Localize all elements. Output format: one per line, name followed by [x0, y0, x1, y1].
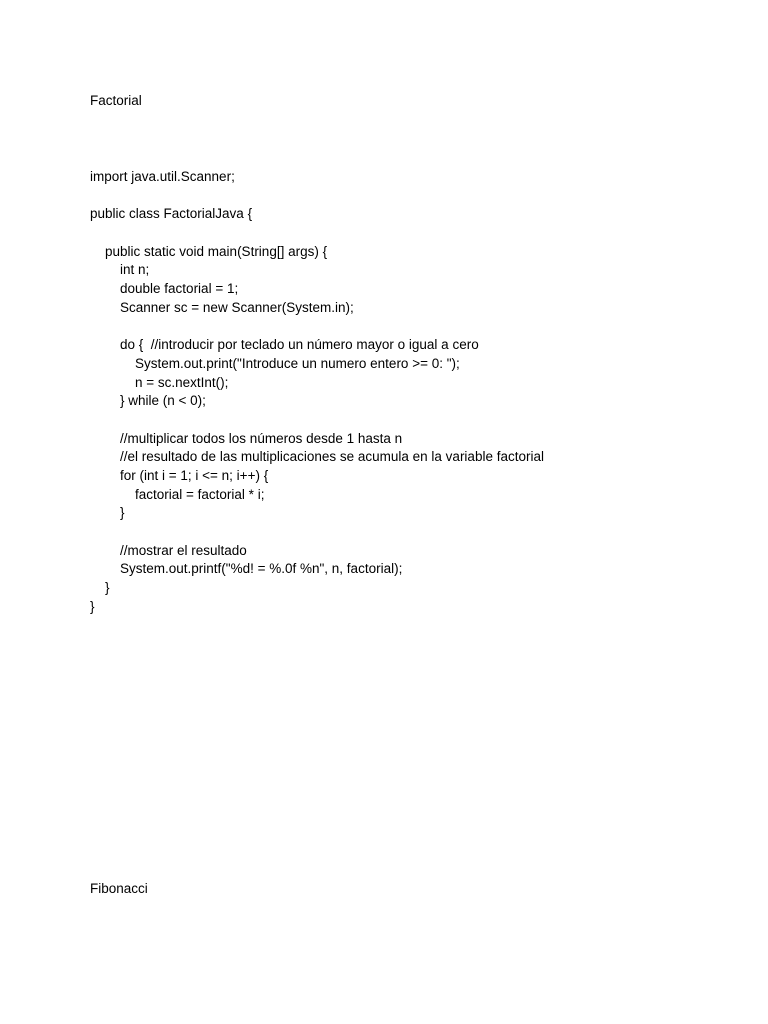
- code-line: }: [90, 580, 110, 596]
- code-line: public class FactorialJava {: [90, 206, 253, 222]
- code-line: n = sc.nextInt();: [90, 374, 229, 390]
- code-line: }: [90, 598, 95, 614]
- code-line: [90, 224, 544, 243]
- code-line: //mostrar el resultado: [90, 542, 247, 558]
- code-line: Scanner sc = new Scanner(System.in);: [90, 299, 354, 315]
- code-line: public static void main(String[] args) {: [90, 243, 328, 259]
- code-line: //multiplicar todos los números desde 1 hasta n: [90, 430, 403, 446]
- code-line: [90, 523, 544, 542]
- code-line: } while (n < 0);: [90, 393, 206, 409]
- code-line: //el resultado de las multiplicaciones se acumula en la variable factorial: [90, 449, 544, 465]
- code-line: factorial = factorial * i;: [90, 486, 265, 502]
- code-line: int n;: [90, 262, 150, 278]
- code-line: [90, 187, 544, 206]
- fibonacci-heading: Fibonacci: [90, 881, 148, 896]
- code-line: for (int i = 1; i <= n; i++) {: [90, 468, 269, 483]
- code-line: [90, 411, 544, 430]
- code-line: import java.util.Scanner;: [90, 169, 235, 184]
- code-line: System.out.print("Introduce un numero entero >= 0: ");: [90, 355, 460, 371]
- code-line: [90, 318, 544, 337]
- code-line: do { //introducir por teclado un número mayor o igual a cero: [90, 337, 479, 353]
- factorial-code-block: [90, 168, 544, 617]
- code-line: }: [90, 505, 125, 521]
- code-line: System.out.printf("%d! = %.0f %n", n, factorial);: [90, 561, 403, 577]
- code-line: double factorial = 1;: [90, 281, 239, 297]
- factorial-heading: Factorial: [90, 93, 142, 108]
